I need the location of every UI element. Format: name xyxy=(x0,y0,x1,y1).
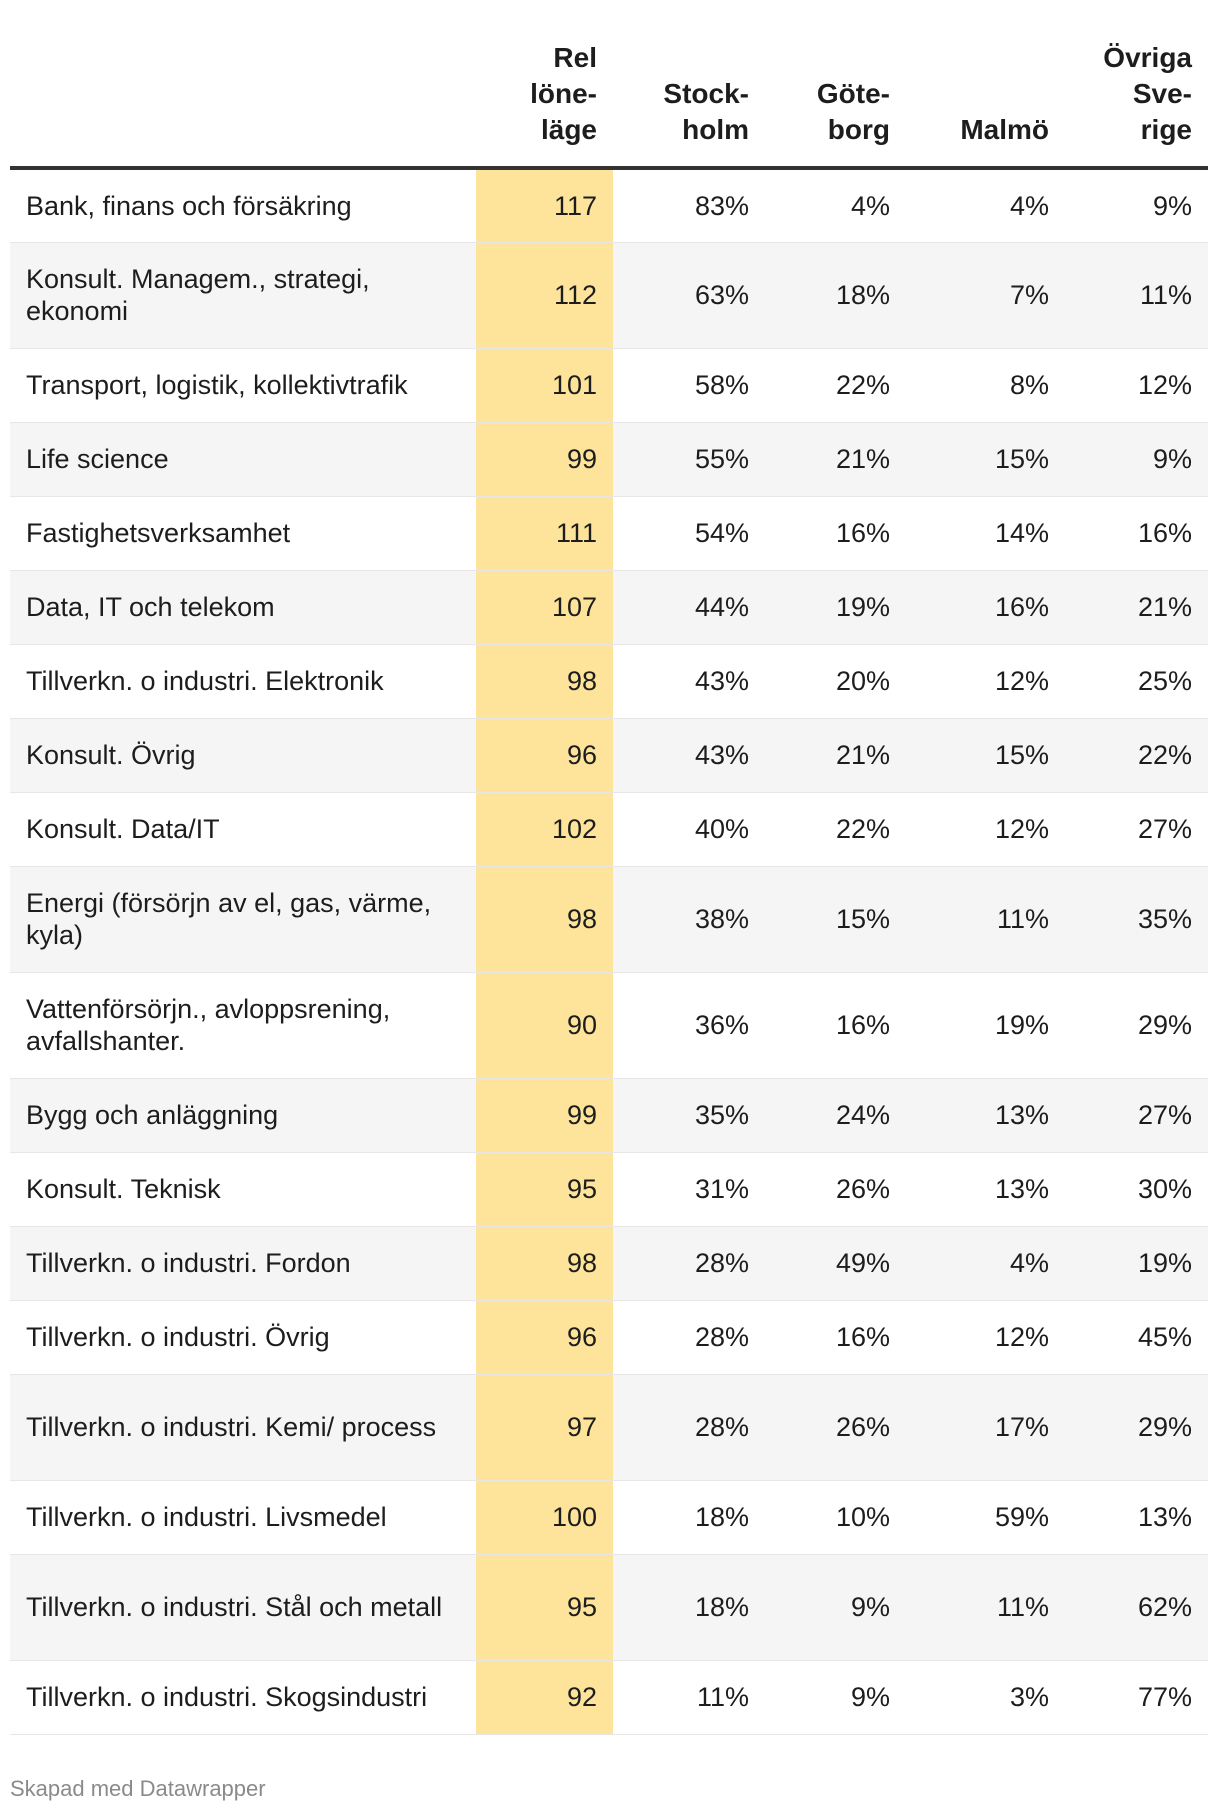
column-header-gbg xyxy=(765,0,906,168)
value-cell-ovr: 25% xyxy=(1065,644,1208,718)
value-cell-malmo: 17% xyxy=(906,1374,1065,1480)
table-row xyxy=(10,348,1208,422)
value-cell-malmo: 8% xyxy=(906,348,1065,422)
value-cell-sthlm: 44% xyxy=(613,570,765,644)
value-cell-gbg: 26% xyxy=(765,1152,906,1226)
value-cell-gbg: 16% xyxy=(765,972,906,1078)
value-cell-ovr: 13% xyxy=(1065,1480,1208,1554)
column-header-sthlm xyxy=(613,0,765,168)
value-cell-rel: 96 xyxy=(476,1300,613,1374)
value-cell-ovr: 45% xyxy=(1065,1300,1208,1374)
value-cell-sthlm: 18% xyxy=(613,1554,765,1660)
value-cell-rel: 98 xyxy=(476,644,613,718)
value-cell-gbg: 22% xyxy=(765,348,906,422)
table-header xyxy=(10,0,1208,168)
table-row xyxy=(10,972,1208,1078)
branch-name-cell: Vattenförsörjn., avloppsrening, avfallshanter. xyxy=(10,972,476,1078)
table-row xyxy=(10,1660,1208,1734)
branch-name-cell: Life science xyxy=(10,422,476,496)
value-cell-malmo: 11% xyxy=(906,866,1065,972)
value-cell-gbg: 4% xyxy=(765,168,906,242)
value-cell-malmo: 13% xyxy=(906,1078,1065,1152)
value-cell-malmo: 3% xyxy=(906,1660,1065,1734)
value-cell-sthlm: 28% xyxy=(613,1300,765,1374)
branch-name-cell: Tillverkn. o industri. Kemi/ process xyxy=(10,1374,476,1480)
value-cell-rel: 92 xyxy=(476,1660,613,1734)
column-header-malmo xyxy=(906,0,1065,168)
value-cell-rel: 102 xyxy=(476,792,613,866)
value-cell-gbg: 16% xyxy=(765,1300,906,1374)
table-row xyxy=(10,168,1208,242)
salary-region-table xyxy=(10,0,1208,1735)
value-cell-gbg: 26% xyxy=(765,1374,906,1480)
value-cell-ovr: 29% xyxy=(1065,972,1208,1078)
value-cell-rel: 111 xyxy=(476,496,613,570)
column-header-sthlm-line: Stock- xyxy=(663,78,749,109)
value-cell-gbg: 19% xyxy=(765,570,906,644)
value-cell-malmo: 19% xyxy=(906,972,1065,1078)
value-cell-ovr: 9% xyxy=(1065,168,1208,242)
table-row xyxy=(10,866,1208,972)
value-cell-malmo: 11% xyxy=(906,1554,1065,1660)
value-cell-malmo: 14% xyxy=(906,496,1065,570)
value-cell-sthlm: 54% xyxy=(613,496,765,570)
value-cell-sthlm: 38% xyxy=(613,866,765,972)
column-header-ovr xyxy=(1065,0,1208,168)
table-row xyxy=(10,1554,1208,1660)
table-row xyxy=(10,242,1208,348)
value-cell-malmo: 4% xyxy=(906,168,1065,242)
value-cell-malmo: 12% xyxy=(906,792,1065,866)
column-header-rel-line: löne- xyxy=(530,78,597,109)
value-cell-rel: 107 xyxy=(476,570,613,644)
value-cell-rel: 90 xyxy=(476,972,613,1078)
table-row xyxy=(10,1226,1208,1300)
branch-name-cell: Tillverkn. o industri. Stål och metall xyxy=(10,1554,476,1660)
branch-name-cell: Konsult. Övrig xyxy=(10,718,476,792)
value-cell-sthlm: 55% xyxy=(613,422,765,496)
value-cell-rel: 98 xyxy=(476,866,613,972)
column-header-malmo-line: Malmö xyxy=(960,114,1049,145)
value-cell-ovr: 62% xyxy=(1065,1554,1208,1660)
value-cell-gbg: 24% xyxy=(765,1078,906,1152)
value-cell-malmo: 12% xyxy=(906,1300,1065,1374)
value-cell-sthlm: 35% xyxy=(613,1078,765,1152)
value-cell-gbg: 15% xyxy=(765,866,906,972)
column-header-rel-line: Rel xyxy=(553,42,597,73)
table-body xyxy=(10,168,1208,1734)
table-row xyxy=(10,1374,1208,1480)
value-cell-rel: 96 xyxy=(476,718,613,792)
value-cell-malmo: 12% xyxy=(906,644,1065,718)
value-cell-rel: 100 xyxy=(476,1480,613,1554)
branch-name-cell: Tillverkn. o industri. Skogsindustri xyxy=(10,1660,476,1734)
value-cell-gbg: 18% xyxy=(765,242,906,348)
value-cell-malmo: 4% xyxy=(906,1226,1065,1300)
value-cell-rel: 112 xyxy=(476,242,613,348)
value-cell-rel: 101 xyxy=(476,348,613,422)
value-cell-ovr: 9% xyxy=(1065,422,1208,496)
branch-name-cell: Tillverkn. o industri. Fordon xyxy=(10,1226,476,1300)
value-cell-sthlm: 40% xyxy=(613,792,765,866)
table-row xyxy=(10,570,1208,644)
table-row xyxy=(10,1078,1208,1152)
column-header-gbg-line: borg xyxy=(827,114,890,145)
column-header-rel-line: läge xyxy=(540,114,597,145)
value-cell-rel: 99 xyxy=(476,1078,613,1152)
value-cell-rel: 95 xyxy=(476,1152,613,1226)
value-cell-sthlm: 31% xyxy=(613,1152,765,1226)
branch-name-cell: Energi (försörjn av el, gas, värme, kyla) xyxy=(10,866,476,972)
value-cell-gbg: 10% xyxy=(765,1480,906,1554)
column-header-ovr-line: rige xyxy=(1140,114,1192,145)
branch-name-cell: Tillverkn. o industri. Livsmedel xyxy=(10,1480,476,1554)
value-cell-sthlm: 11% xyxy=(613,1660,765,1734)
value-cell-malmo: 59% xyxy=(906,1480,1065,1554)
value-cell-malmo: 16% xyxy=(906,570,1065,644)
value-cell-gbg: 20% xyxy=(765,644,906,718)
value-cell-ovr: 29% xyxy=(1065,1374,1208,1480)
value-cell-gbg: 16% xyxy=(765,496,906,570)
column-header-sthlm-line: holm xyxy=(682,114,749,145)
value-cell-sthlm: 63% xyxy=(613,242,765,348)
branch-name-cell: Bygg och anläggning xyxy=(10,1078,476,1152)
value-cell-ovr: 11% xyxy=(1065,242,1208,348)
column-header-ovr-line: Övriga xyxy=(1103,42,1192,73)
table-row xyxy=(10,422,1208,496)
value-cell-ovr: 12% xyxy=(1065,348,1208,422)
value-cell-sthlm: 18% xyxy=(613,1480,765,1554)
value-cell-rel: 95 xyxy=(476,1554,613,1660)
table-row xyxy=(10,1480,1208,1554)
branch-name-cell: Konsult. Data/IT xyxy=(10,792,476,866)
value-cell-gbg: 22% xyxy=(765,792,906,866)
value-cell-gbg: 9% xyxy=(765,1554,906,1660)
value-cell-ovr: 16% xyxy=(1065,496,1208,570)
value-cell-malmo: 13% xyxy=(906,1152,1065,1226)
value-cell-sthlm: 36% xyxy=(613,972,765,1078)
branch-name-cell: Tillverkn. o industri. Övrig xyxy=(10,1300,476,1374)
column-header-rel xyxy=(476,0,613,168)
value-cell-ovr: 30% xyxy=(1065,1152,1208,1226)
table-row xyxy=(10,718,1208,792)
data-table-container xyxy=(10,0,1208,1735)
value-cell-ovr: 27% xyxy=(1065,792,1208,866)
value-cell-ovr: 22% xyxy=(1065,718,1208,792)
value-cell-sthlm: 58% xyxy=(613,348,765,422)
value-cell-malmo: 15% xyxy=(906,422,1065,496)
value-cell-ovr: 27% xyxy=(1065,1078,1208,1152)
value-cell-ovr: 77% xyxy=(1065,1660,1208,1734)
value-cell-gbg: 21% xyxy=(765,422,906,496)
branch-name-cell: Konsult. Managem., strategi, ekonomi xyxy=(10,242,476,348)
table-row xyxy=(10,792,1208,866)
value-cell-sthlm: 83% xyxy=(613,168,765,242)
branch-name-cell: Transport, logistik, kollektivtrafik xyxy=(10,348,476,422)
value-cell-malmo: 15% xyxy=(906,718,1065,792)
header-row xyxy=(10,0,1208,168)
value-cell-ovr: 21% xyxy=(1065,570,1208,644)
column-header-branch xyxy=(10,0,476,168)
value-cell-rel: 98 xyxy=(476,1226,613,1300)
value-cell-sthlm: 43% xyxy=(613,718,765,792)
value-cell-rel: 117 xyxy=(476,168,613,242)
value-cell-ovr: 19% xyxy=(1065,1226,1208,1300)
branch-name-cell: Tillverkn. o industri. Elektronik xyxy=(10,644,476,718)
table-row xyxy=(10,496,1208,570)
value-cell-sthlm: 28% xyxy=(613,1226,765,1300)
table-row xyxy=(10,1300,1208,1374)
branch-name-cell: Konsult. Teknisk xyxy=(10,1152,476,1226)
value-cell-sthlm: 43% xyxy=(613,644,765,718)
value-cell-gbg: 49% xyxy=(765,1226,906,1300)
value-cell-rel: 97 xyxy=(476,1374,613,1480)
value-cell-malmo: 7% xyxy=(906,242,1065,348)
table-row xyxy=(10,644,1208,718)
branch-name-cell: Bank, finans och försäkring xyxy=(10,168,476,242)
branch-name-cell: Fastighetsverksamhet xyxy=(10,496,476,570)
datawrapper-credit[interactable]: Skapad med Datawrapper xyxy=(10,1776,266,1801)
table-row xyxy=(10,1152,1208,1226)
value-cell-rel: 99 xyxy=(476,422,613,496)
column-header-ovr-line: Sve- xyxy=(1132,78,1192,109)
column-header-gbg-line: Göte- xyxy=(816,78,890,109)
value-cell-sthlm: 28% xyxy=(613,1374,765,1480)
value-cell-gbg: 9% xyxy=(765,1660,906,1734)
value-cell-ovr: 35% xyxy=(1065,866,1208,972)
value-cell-gbg: 21% xyxy=(765,718,906,792)
branch-name-cell: Data, IT och telekom xyxy=(10,570,476,644)
